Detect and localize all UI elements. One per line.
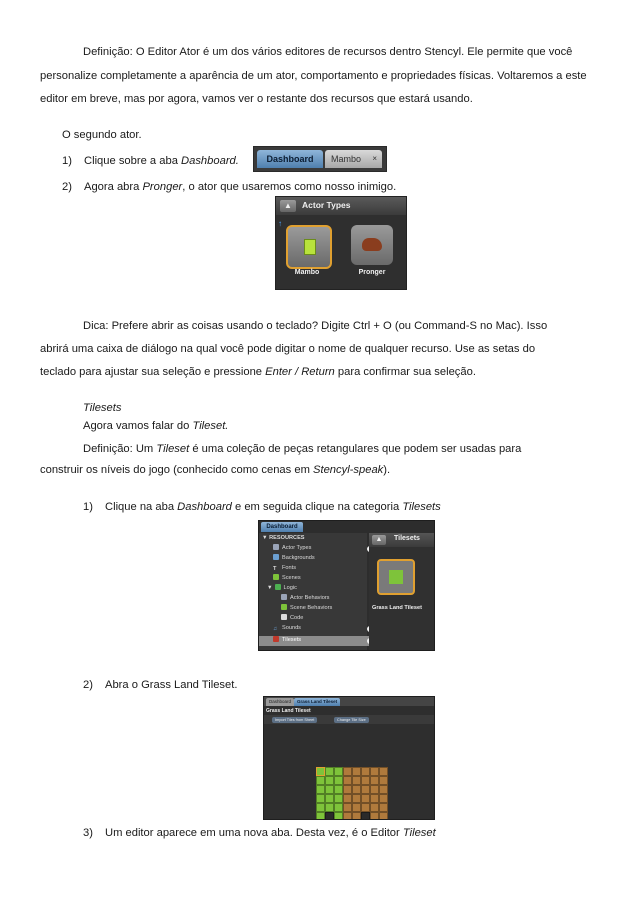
tile-cell[interactable] xyxy=(334,812,343,820)
section-heading-actor: O segundo ator. xyxy=(62,129,142,141)
actor-tile-pronger[interactable] xyxy=(351,225,393,265)
tile-cell[interactable] xyxy=(361,794,370,803)
font-icon: T xyxy=(273,566,277,572)
tilesets-intro: Agora vamos falar do Tileset. xyxy=(83,420,229,432)
tile-cell[interactable] xyxy=(352,794,361,803)
tile-cell[interactable] xyxy=(343,776,352,785)
tile-cell[interactable] xyxy=(370,767,379,776)
sidebar-item-actor-types[interactable]: Actor Types xyxy=(259,544,381,554)
tip-line-3: teclado para ajustar sua seleção e pressione Enter / Return para confirmar sua seleção. xyxy=(40,366,476,378)
tab-dashboard[interactable]: Dashboard xyxy=(266,698,294,706)
tile-cell[interactable] xyxy=(325,776,334,785)
tile-cell[interactable] xyxy=(334,794,343,803)
logic-icon xyxy=(275,584,281,590)
sidebar-item-scene-behaviors[interactable]: Scene Behaviors xyxy=(259,604,389,614)
tile-cell[interactable] xyxy=(316,794,325,803)
step-number: 2) xyxy=(62,181,72,193)
tile-cell[interactable] xyxy=(334,803,343,812)
tile-cell[interactable] xyxy=(361,812,370,820)
sidebar-item-scenes[interactable]: Scenes xyxy=(259,574,381,584)
tile-cell[interactable] xyxy=(352,803,361,812)
actor-label-pronger: Pronger xyxy=(358,269,386,276)
tab-mambo-label: Mambo xyxy=(331,154,362,164)
tilesets-definition-line-1: Definição: Um Tileset é uma coleção de peças retangulares que podem ser usadas para xyxy=(83,443,522,455)
tile-cell[interactable] xyxy=(325,767,334,776)
tile-cell[interactable] xyxy=(361,776,370,785)
tip-line-2: abrirá uma caixa de diálogo na qual você pode digitar o nome de qualquer recurso. Use as setas do xyxy=(40,343,536,355)
intro-line-1: Definição: O Editor Ator é um dos vários editores de recursos dentro Stencyl. Ele permite que você xyxy=(83,46,573,58)
tile-cell[interactable] xyxy=(352,812,361,820)
tile-cell[interactable] xyxy=(370,785,379,794)
intro-line-2: personalize completamente a aparência de um ator, comportamento e propriedades físicas. Voltaremos a este xyxy=(40,70,587,82)
tile-cell[interactable] xyxy=(352,785,361,794)
tile-cell[interactable] xyxy=(352,776,361,785)
tile-cell[interactable] xyxy=(334,776,343,785)
sidebar-item-fonts[interactable]: T Fonts xyxy=(273,565,296,572)
tileset-label: Grass Land Tileset xyxy=(372,605,422,611)
pronger-sprite xyxy=(362,238,382,251)
step-number: 1) xyxy=(62,155,72,167)
arrow-up-icon: ↑ xyxy=(278,219,282,228)
tileset-editor-screenshot xyxy=(263,696,435,820)
chevron-down-icon: ▼ xyxy=(262,535,270,541)
tile-cell[interactable] xyxy=(316,803,325,812)
tile-cell[interactable] xyxy=(379,785,388,794)
tile-cell[interactable] xyxy=(316,767,325,776)
grass-tile-icon xyxy=(389,570,403,584)
code-icon xyxy=(281,614,287,620)
tilesets-definition-line-2: construir os níveis do jogo (conhecido como cenas em Stencyl-speak). xyxy=(40,464,391,476)
actor-types-screenshot xyxy=(275,196,407,290)
tab-grass-land-tileset[interactable]: Grass Land Tileset xyxy=(294,698,340,706)
tile-cell[interactable] xyxy=(379,776,388,785)
background-icon xyxy=(273,554,279,560)
tile-cell[interactable] xyxy=(352,767,361,776)
tile-cell[interactable] xyxy=(370,776,379,785)
tilesets-step-2: Abra o Grass Land Tileset. xyxy=(105,679,238,691)
tile-cell[interactable] xyxy=(334,767,343,776)
editor-tabs xyxy=(264,697,434,706)
sidebar-item-code[interactable]: Code xyxy=(259,614,389,624)
scene-icon xyxy=(273,574,279,580)
tilesets-panel xyxy=(369,533,434,650)
tree-root-resources[interactable]: ▼ RESOURCES xyxy=(262,535,305,541)
sidebar-item-sounds[interactable]: ♫ Sounds xyxy=(259,624,381,634)
tile-cell[interactable] xyxy=(370,803,379,812)
tile-cell[interactable] xyxy=(343,803,352,812)
resources-screenshot xyxy=(258,520,435,651)
tile-cell[interactable] xyxy=(343,785,352,794)
tile-cell[interactable] xyxy=(316,812,325,820)
tile-cell[interactable] xyxy=(334,785,343,794)
tile-cell[interactable] xyxy=(379,767,388,776)
tile-cell[interactable] xyxy=(325,794,334,803)
intro-line-3: editor em breve, mas por agora, vamos ver o restante dos recursos que estará usando. xyxy=(40,93,473,105)
tileset-thumbnail-grass-land[interactable] xyxy=(377,559,415,595)
music-note-icon: ♫ xyxy=(273,626,278,632)
step-number: 2) xyxy=(83,679,93,691)
actor-types-title: Actor Types xyxy=(302,200,351,210)
tile-cell[interactable] xyxy=(343,812,352,820)
tile-cell[interactable] xyxy=(379,812,388,820)
tile-cell[interactable] xyxy=(370,794,379,803)
tile-cell[interactable] xyxy=(361,785,370,794)
tile-cell[interactable] xyxy=(370,812,379,820)
tile-cell[interactable] xyxy=(379,794,388,803)
actor-icon xyxy=(273,544,279,550)
step-number: 1) xyxy=(83,501,93,513)
tilesets-panel-title: Tilesets xyxy=(394,535,420,542)
tab-mambo[interactable] xyxy=(325,150,382,168)
mambo-sprite xyxy=(304,239,316,255)
tab-dashboard[interactable]: Dashboard xyxy=(261,522,303,532)
chevron-down-icon: ▼ xyxy=(267,585,273,591)
up-arrow-icon[interactable]: ▲ xyxy=(372,535,386,545)
tip-line-1: Dica: Prefere abrir as coisas usando o teclado? Digite Ctrl + O (ou Command-S no Mac). Isso xyxy=(83,320,548,332)
step-number: 3) xyxy=(83,827,93,839)
close-icon[interactable]: × xyxy=(372,154,377,163)
editor-toolbar xyxy=(264,715,434,724)
step-2-text: Agora abra Pronger, o ator que usaremos como nosso inimigo. xyxy=(84,181,397,193)
tile-cell[interactable] xyxy=(325,812,334,820)
tile-cell[interactable] xyxy=(325,785,334,794)
sidebar-item-tilesets[interactable]: Tilesets xyxy=(259,636,381,646)
change-tile-size-button[interactable]: Change Tile Size xyxy=(334,717,369,723)
resources-tree xyxy=(259,533,367,650)
sidebar-item-backgrounds[interactable]: Backgrounds xyxy=(259,554,381,564)
actor-types-header xyxy=(276,197,406,215)
up-arrow-icon[interactable]: ▲ xyxy=(280,200,296,212)
tile-cell[interactable] xyxy=(343,794,352,803)
tilesets-heading: Tilesets xyxy=(83,402,122,414)
tile-cell[interactable] xyxy=(343,767,352,776)
tilesets-step-3: Um editor aparece em uma nova aba. Desta vez, é o Editor Tileset xyxy=(105,827,436,839)
sidebar-item-logic[interactable]: ▼ Logic xyxy=(267,585,297,591)
tilesets-step-1: Clique na aba Dashboard e em seguida clique na categoria Tilesets xyxy=(105,501,441,513)
tile-cell[interactable] xyxy=(325,803,334,812)
scene-behavior-icon xyxy=(281,604,287,610)
tile-cell[interactable] xyxy=(316,776,325,785)
tile-cell[interactable] xyxy=(361,803,370,812)
step-1-text: Clique sobre a aba Dashboard. xyxy=(84,155,239,167)
tile-cell[interactable] xyxy=(361,767,370,776)
tabs-screenshot xyxy=(253,146,387,172)
tileset-icon xyxy=(273,636,279,642)
actor-label-mambo: Mambo xyxy=(294,269,320,276)
actor-behavior-icon xyxy=(281,594,287,600)
tilesets-panel-header xyxy=(369,533,434,547)
tile-cell[interactable] xyxy=(379,803,388,812)
editor-title: Grass Land Tileset xyxy=(266,708,311,714)
tab-dashboard[interactable]: Dashboard xyxy=(257,150,323,168)
sidebar-item-actor-behaviors[interactable]: Actor Behaviors xyxy=(259,594,389,604)
tile-cell[interactable] xyxy=(316,785,325,794)
actor-tile-mambo[interactable] xyxy=(286,225,332,269)
import-tiles-button[interactable]: Import Tiles from Sheet xyxy=(272,717,317,723)
